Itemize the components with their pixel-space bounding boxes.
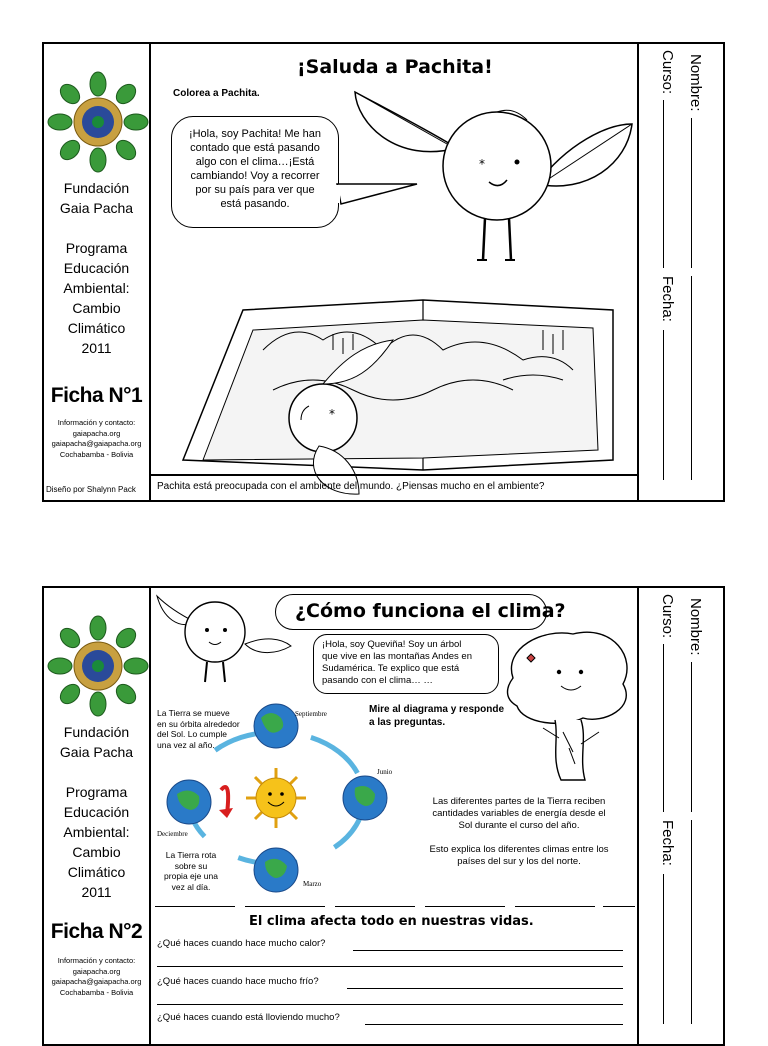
main-area xyxy=(151,44,637,500)
month-september: Septiembre xyxy=(295,710,327,718)
nombre-blank[interactable] xyxy=(691,118,692,268)
label-curso: Curso: xyxy=(659,594,676,639)
explanation-1 xyxy=(413,796,625,832)
nombre-blank-lower[interactable] xyxy=(691,276,692,480)
speech-bubble xyxy=(313,634,499,694)
bubble-line: pasando con el clima… … xyxy=(322,675,433,686)
contact-line: gaiapacha.org xyxy=(72,428,121,438)
design-credit: Diseño por Shalynn Pack xyxy=(46,485,136,494)
contact-line: gaiapacha@gaiapacha.org xyxy=(51,439,142,448)
fecha-blank[interactable] xyxy=(663,330,664,480)
pachita-small xyxy=(155,592,295,684)
ficha-number: Ficha N°1 xyxy=(50,384,143,407)
earth-icon-left xyxy=(167,780,211,824)
bubble-line: está pasando. xyxy=(220,198,290,210)
month-march: Marzo xyxy=(303,880,322,888)
blank-line[interactable] xyxy=(245,906,325,907)
bubble-line: algo con el clima…¡Está xyxy=(195,156,315,168)
program-line: Programa xyxy=(65,240,128,256)
org-name xyxy=(44,722,149,762)
contact-line: gaiapacha@gaiapacha.org xyxy=(51,977,142,986)
label-fecha: Fecha: xyxy=(659,276,676,322)
curso-blank[interactable] xyxy=(663,100,664,268)
answer-line[interactable] xyxy=(353,950,623,951)
earth-icon-bottom xyxy=(254,848,298,892)
gaia-pacha-logo xyxy=(50,72,146,172)
org-line: Fundación xyxy=(63,724,130,740)
card-title: ¿Cómo funciona el clima? xyxy=(295,600,566,622)
program-name xyxy=(44,782,149,902)
program-line: Ambiental: xyxy=(63,824,130,840)
note-line: del Sol. Lo cumple xyxy=(157,729,227,739)
question-heat: ¿Qué haces cuando hace mucho calor? xyxy=(157,938,326,949)
program-line: 2011 xyxy=(81,884,112,900)
contact-line: Información y contacto: xyxy=(57,956,136,965)
student-fields xyxy=(637,44,723,500)
program-line: Ambiental: xyxy=(63,280,130,296)
book-illustration xyxy=(173,270,633,484)
contact-line: Cochabamba - Bolivia xyxy=(59,987,134,997)
main-area xyxy=(151,588,637,1044)
program-name xyxy=(44,238,149,358)
note-line: una vez al año. xyxy=(157,739,215,750)
answer-line[interactable] xyxy=(157,966,623,967)
note-line: vez al día. xyxy=(171,881,211,892)
fecha-blank[interactable] xyxy=(663,874,664,1024)
note-line: La Tierra se mueve xyxy=(157,708,230,718)
bubble-line: Sudamérica. Te explico que está xyxy=(322,663,460,674)
program-line: Educación xyxy=(63,804,130,820)
instruction: Colorea a Pachita. xyxy=(173,88,260,99)
program-line: 2011 xyxy=(81,340,112,356)
curso-blank[interactable] xyxy=(663,644,664,812)
rotation-arrowhead-icon xyxy=(219,808,233,818)
org-line: Fundación xyxy=(63,180,130,196)
month-june: Junio xyxy=(377,768,393,776)
queviña-tree xyxy=(503,628,635,788)
contact-info xyxy=(44,956,149,998)
label-nombre: Nombre: xyxy=(687,598,704,656)
org-line: Gaia Pacha xyxy=(59,200,134,216)
label-nombre: Nombre: xyxy=(687,54,704,112)
gaia-pacha-logo xyxy=(50,616,146,716)
sidebar-left xyxy=(44,588,151,1044)
org-line: Gaia Pacha xyxy=(59,744,134,760)
ficha-number: Ficha N°2 xyxy=(50,920,143,943)
section-subtitle: El clima afecta todo en nuestras vidas. xyxy=(249,914,534,929)
bubble-line: contado que está pasando xyxy=(190,142,320,154)
answer-line[interactable] xyxy=(347,988,623,989)
earth-icon-right xyxy=(343,776,387,820)
contact-line: gaiapacha.org xyxy=(72,966,121,976)
explain-line: Esto explica los diferentes climas entre los xyxy=(429,844,609,855)
blank-line[interactable] xyxy=(335,906,415,907)
program-line: Climático xyxy=(67,864,126,880)
label-curso: Curso: xyxy=(659,50,676,95)
instruction-line: Mire al diagrama y responde xyxy=(369,704,505,715)
program-line: Cambio xyxy=(72,844,121,860)
bubble-line: que vive en las montañas Andes en xyxy=(322,651,472,662)
bubble-line: ¡Hola, soy Pachita! Me han xyxy=(188,128,322,140)
note-line: propia eje una xyxy=(164,871,218,881)
svg-text:*: * xyxy=(479,157,485,171)
month-december: Deciembre xyxy=(157,830,188,838)
label-fecha: Fecha: xyxy=(659,820,676,866)
bubble-line: cambiando! Voy a recorrer xyxy=(190,170,320,182)
note-line: sobre su xyxy=(174,860,208,871)
answer-line[interactable] xyxy=(157,1004,623,1005)
instruction-line: a las preguntas. xyxy=(369,716,446,728)
program-line: Educación xyxy=(63,260,130,276)
answer-line[interactable] xyxy=(365,1024,623,1025)
diagram-instruction xyxy=(369,704,504,729)
card-title: ¡Saluda a Pachita! xyxy=(297,56,493,78)
earth-icon-top xyxy=(254,704,298,748)
contact-info xyxy=(44,418,149,460)
contact-line: Cochabamba - Bolivia xyxy=(59,449,134,459)
note-line: La Tierra rota xyxy=(165,850,217,860)
student-fields xyxy=(637,588,723,1044)
note-line: en su órbita alrededor xyxy=(157,718,240,729)
worksheet-card-2 xyxy=(42,586,725,1046)
blank-line[interactable] xyxy=(515,906,595,907)
contact-line: Información y contacto: xyxy=(57,418,136,427)
orbit-note xyxy=(157,708,240,750)
program-line: Cambio xyxy=(72,300,121,316)
explain-line: Las diferentes partes de la Tierra reciben xyxy=(432,796,606,807)
question-cold: ¿Qué haces cuando hace mucho frío? xyxy=(157,976,319,987)
reflection-question: Pachita está preocupada con el ambiente del mundo. ¿Piensas mucho en el ambiente? xyxy=(151,474,637,500)
question-rain: ¿Qué haces cuando está lloviendo mucho? xyxy=(157,1012,340,1023)
nombre-blank[interactable] xyxy=(691,662,692,812)
blank-line[interactable] xyxy=(425,906,505,907)
org-name xyxy=(44,178,149,218)
explain-line: países del sur y los del norte. xyxy=(457,856,581,867)
bubble-line: por su país para ver que xyxy=(195,184,315,196)
worksheet-card-1 xyxy=(42,42,725,502)
explanation-2 xyxy=(413,844,625,868)
pachita-character xyxy=(347,84,637,274)
sidebar-left xyxy=(44,44,151,500)
blank-line[interactable] xyxy=(603,906,635,907)
svg-text:*: * xyxy=(329,407,335,421)
sun-icon xyxy=(246,768,306,828)
explain-line: cantidades variables de energía desde el xyxy=(432,808,606,819)
program-line: Programa xyxy=(65,784,128,800)
explain-line: Sol durante el curso del año. xyxy=(458,820,580,831)
program-line: Climático xyxy=(67,320,126,336)
blank-line[interactable] xyxy=(155,906,235,907)
rotation-note xyxy=(159,850,223,892)
nombre-blank-lower[interactable] xyxy=(691,820,692,1024)
speech-bubble xyxy=(171,116,339,228)
bubble-line: ¡Hola, soy Queviña! Soy un árbol xyxy=(322,639,462,650)
